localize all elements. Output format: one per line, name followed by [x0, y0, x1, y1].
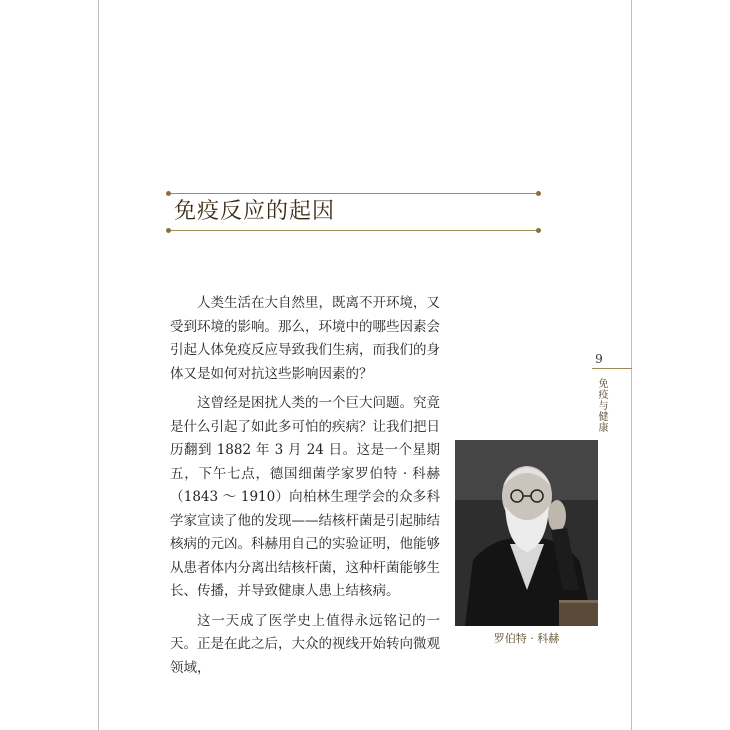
section-label: 免疫与健康 [596, 378, 607, 433]
paragraph: 这曾经是困扰人类的一个巨大问题。究竟是什么引起了如此多可怕的疾病？让我们把日历翻到 1882 年 3 月 24 日。这是一个星期五，下午七点，德国细菌学家罗伯特 · 科赫（1843 ～ 1910）向柏林生理学会的众多科学家宣读了他的发现——结核杆菌是引起肺结核病的元凶。科赫用自己的实验证明，他能够从患者体内分离出结核杆菌，这种杆菌能够生长、传播，并导致健康人患上结核病。 [170, 395, 440, 599]
photo-caption: 罗伯特 · 科赫 [493, 632, 560, 645]
chapter-title-block [168, 193, 539, 230]
title-rule-bottom [168, 230, 539, 231]
page-number-rule [592, 368, 632, 369]
rule-dot-icon [536, 228, 541, 233]
title-rule-top [168, 193, 539, 194]
portrait-illustration-icon [455, 440, 598, 626]
chapter-title: 免疫反应的起因 [174, 199, 336, 224]
rule-dot-icon [166, 191, 171, 196]
portrait-photo [455, 440, 598, 626]
rule-dot-icon [536, 191, 541, 196]
page-number: 9 [595, 352, 603, 366]
body-text [170, 292, 440, 686]
rule-dot-icon [166, 228, 171, 233]
paragraph: 人类生活在大自然里，既离不开环境，又受到环境的影响。那么，环境中的哪些因素会引起人体免疫反应导致我们生病，而我们的身体又是如何对抗这些影响因素的？ [170, 295, 440, 382]
paragraph: 这一天成了医学史上值得永远铭记的一天。正是在此之后，大众的视线开始转向微观领域， [170, 612, 440, 676]
